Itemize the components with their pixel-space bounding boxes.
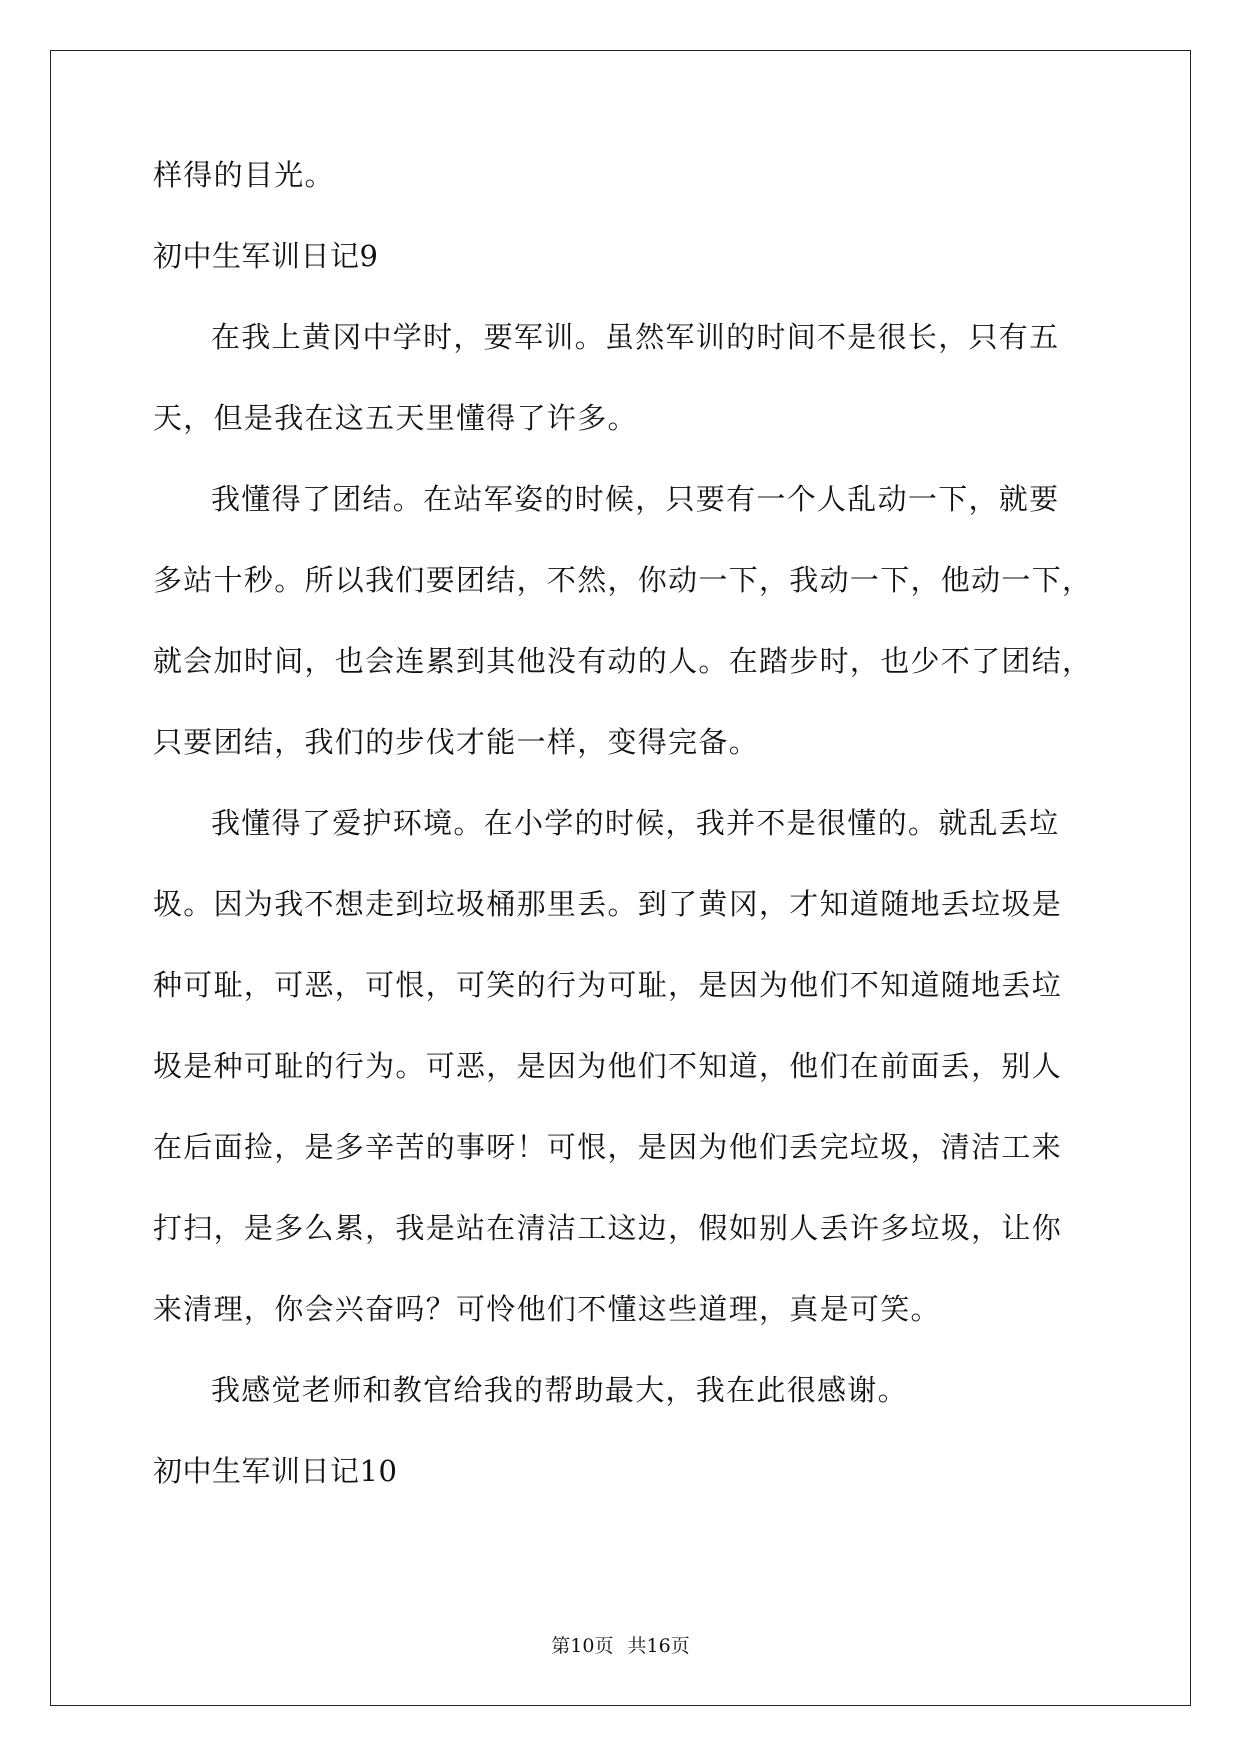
text-line: 种可耻，可恶，可恨，可笑的行为可耻，是因为他们不知道随地丢垃: [153, 968, 1063, 1002]
page-number: 第10页: [551, 1635, 614, 1657]
document-body: [153, 155, 1093, 1532]
page-total: 共16页: [627, 1635, 690, 1657]
text-line: 在后面捡，是多辛苦的事呀！可恨，是因为他们丢完垃圾，清洁工来: [153, 1130, 1063, 1164]
text-line: 就会加时间，也会连累到其他没有动的人。在踏步时，也少不了团结，: [153, 644, 1093, 678]
text-line: 我感觉老师和教官给我的帮助最大，我在此很感谢。: [211, 1373, 908, 1407]
text-line: 多站十秒。所以我们要团结，不然，你动一下，我动一下，他动一下，: [153, 563, 1093, 597]
text-line: 来清理，你会兴奋吗？可怜他们不懂这些道理，真是可笑。: [153, 1292, 941, 1326]
page-footer: [0, 1634, 1241, 1658]
section-heading: 初中生军训日记10: [153, 1454, 398, 1488]
text-line: 样得的目光。: [153, 158, 335, 192]
text-line: 我懂得了团结。在站军姿的时候，只要有一个人乱动一下，就要: [211, 482, 1060, 516]
text-line: 天，但是我在这五天里懂得了许多。: [153, 401, 638, 435]
text-line: 只要团结，我们的步伐才能一样，变得完备。: [153, 725, 760, 759]
section-heading: 初中生军训日记9: [153, 239, 379, 273]
text-line: 在我上黄冈中学时，要军训。虽然军训的时间不是很长，只有五: [211, 320, 1060, 354]
text-line: 圾。因为我不想走到垃圾桶那里丢。到了黄冈，才知道随地丢垃圾是: [153, 887, 1063, 921]
text-line: 我懂得了爱护环境。在小学的时候，我并不是很懂的。就乱丢垃: [211, 806, 1060, 840]
text-line: 打扫，是多么累，我是站在清洁工这边，假如别人丢许多垃圾，让你: [153, 1211, 1063, 1245]
text-line: 圾是种可耻的行为。可恶，是因为他们不知道，他们在前面丢，别人: [153, 1049, 1063, 1083]
